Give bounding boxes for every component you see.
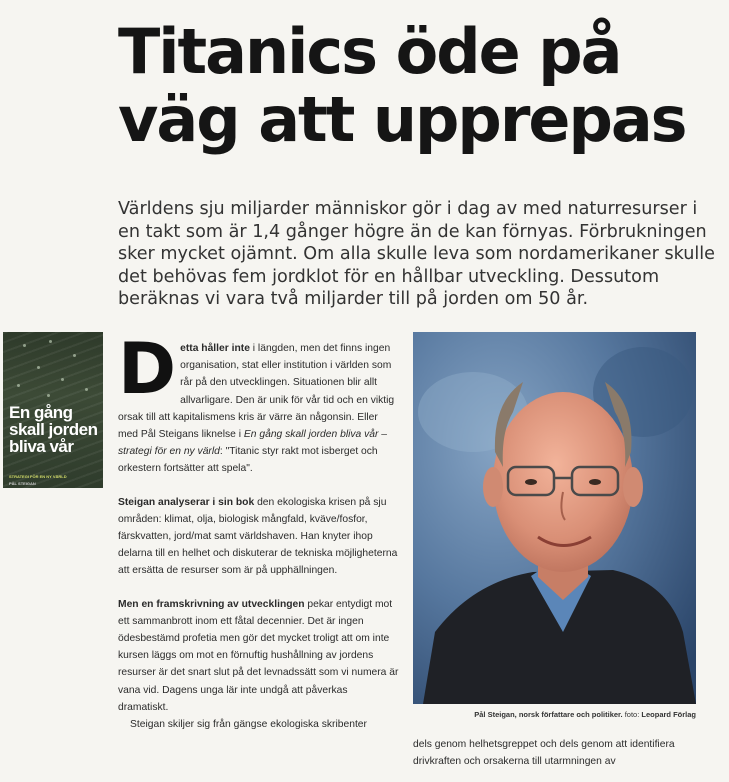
book-cover-title: En gång skall jorden bliva vår [9,403,98,456]
article-lead: Världens sju miljarder människor gör i dag av med naturresurser i en takt som är 1,4 gånger högre än de kan förnyas. Förbrukningen sker mycket ojämnt. Om alla skulle leva som nordamerikaner skulle det behövas fem jordklot för en hållbar utveckling. Dessutom beräknas vi vara två miljarder till på jorden om 50 år. [118,199,716,310]
article-title: Titanics öde på väg att upprepas [118,15,686,156]
photo-credit: Leopard Förlag [641,710,696,719]
article-body-column-2 [413,736,703,770]
paragraph-1-quote: : "Titanic styr rakt mot isberget och orkestern fortsätter att spela". [118,446,378,475]
paragraph-1 [118,328,400,478]
paragraph-1-text: i längden, men det finns ingen organisation, stat eller institution i världen som rår på den utvecklingen. Situationen blir allt allvarligare. Den är unik för vår tid och en viktig orsak till att kapitalismens kris är värre än någonsin. Eller med Pål Steigans liknelse i [118,343,395,441]
paragraph-4-text: Steigan skiljer sig från gängse ekologiska skribenter [130,719,367,731]
book-cover-subtitle: STRATEGI FÖR EN NY VÄRLD [9,474,67,479]
photo-caption [413,710,696,720]
paragraph-2-text: den ekologiska krisen på sju områden: klimat, olja, biologisk mångfald, kväve/fosfor, färskvatten, jord/mat samt världshaven. Han knyter ihop delarna till en helhet och diskuterar de tekniska möjligheterna att ersätta de resurser som är på upphällningen. [118,496,398,577]
author-portrait-image [413,332,696,704]
photo-caption-text: Pål Steigan, norsk författare och politiker. [474,710,623,719]
article-body-column [118,328,400,733]
photo-credit-label: foto: [624,710,640,719]
paragraph-3-text: pekar entydigt mot ett sammanbrott inom ett fåtal decennier. Det är ingen ödesbestämd profetia men gör det mycket troligt att om inte kursen läggs om mot en förnuftig hushållning av jordens resurser är det snart slut på det levnadssätt som vi numera är vana vid. Dagens unga lär inte undgå att påverkas dramatiskt. [118,598,399,713]
book-title-reference: En gång skall jorden bliva vår – strategi för en ny värld [118,429,388,458]
paragraph-3 [118,596,400,716]
book-cover [3,332,103,488]
paragraph-1-lead-in: etta håller inte [180,343,250,354]
paragraph-2 [118,494,400,580]
paragraph-2-lead-in: Steigan analyserar i sin bok [118,496,255,508]
book-cover-author: PÅL STEIGAN [9,481,36,486]
author-photo [413,332,696,704]
paragraph-3-lead-in: Men en framskrivning av utvecklingen [118,598,305,610]
paragraph-4 [118,716,400,733]
drop-cap: D [118,328,177,410]
column-2-text: dels genom helhetsgreppet och dels genom att identifiera drivkraften och orsakerna till utarmningen av [413,739,675,768]
